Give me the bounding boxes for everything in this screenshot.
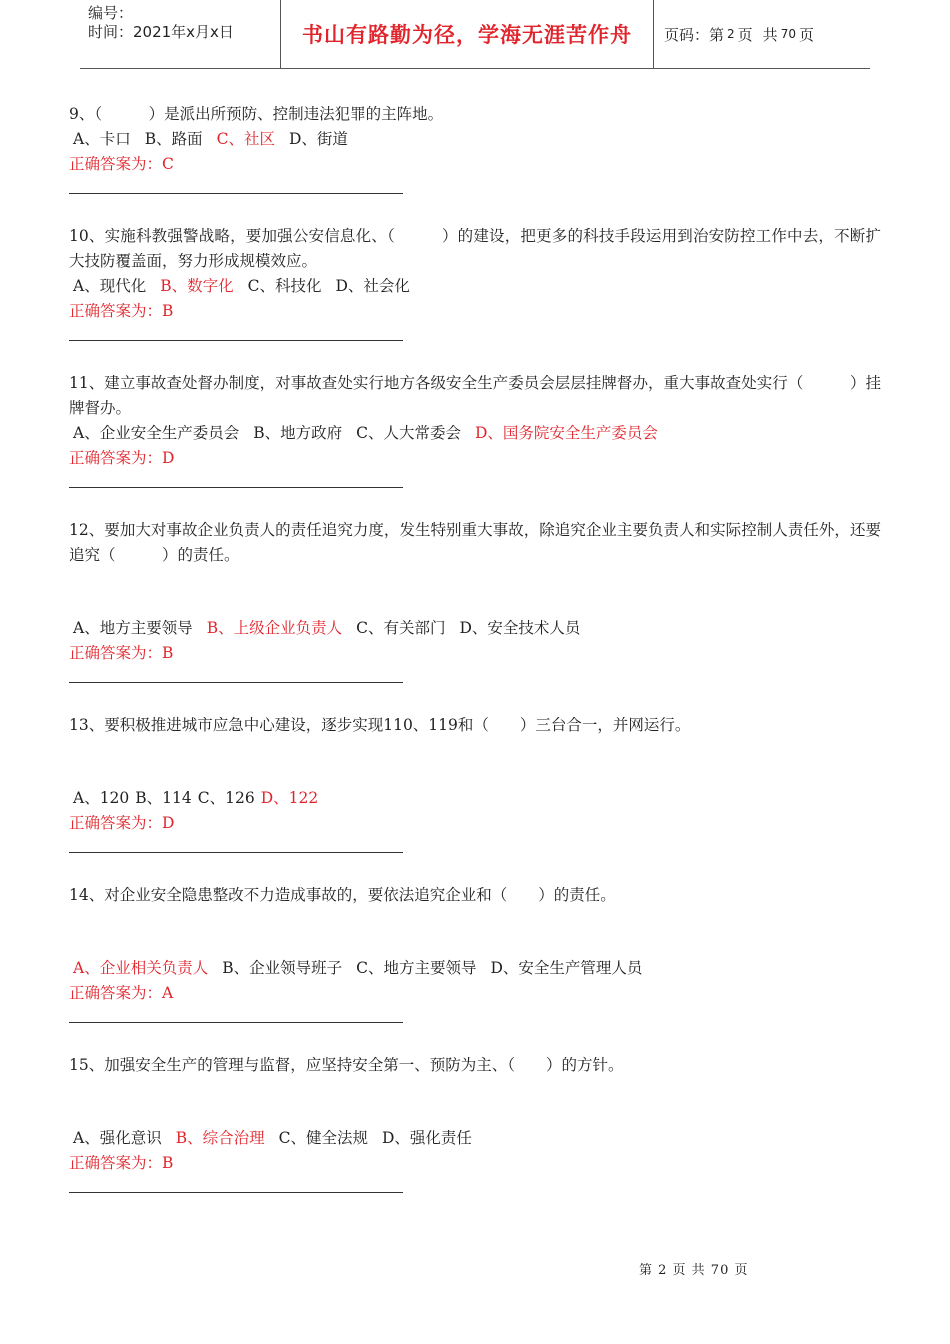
- option-b: B、114: [135, 789, 192, 807]
- question-item: [69, 713, 881, 853]
- option-b: B、企业领导班子: [222, 959, 343, 977]
- total-number: 70: [780, 27, 796, 41]
- answer-line: 正确答案为：B: [69, 302, 174, 320]
- option-a: A、120: [73, 789, 130, 807]
- header-motto: 书山有路勤为径，学海无涯苦作舟: [281, 0, 654, 68]
- total-prefix: 共: [762, 25, 778, 44]
- separator-line: [69, 1022, 403, 1023]
- option-a: A、企业安全生产委员会: [73, 424, 240, 442]
- question-item: [69, 371, 881, 488]
- question-options: [69, 956, 881, 981]
- question-stem: 12、要加大对事故企业负责人的责任追究力度，发生特别重大事故，除追究企业主要负责人和实际控制人责任外，还要追究（ ）的责任。: [69, 521, 881, 564]
- option-c: C、健全法规: [278, 1129, 368, 1147]
- header-meta: [80, 0, 281, 68]
- separator-line: [69, 1192, 403, 1193]
- answer-line: 正确答案为：D: [69, 814, 175, 832]
- question-options: [69, 616, 881, 641]
- separator-line: [69, 487, 403, 488]
- separator-line: [69, 340, 403, 341]
- question-stem: 13、要积极推进城市应急中心建设，逐步实现110、119和（ ）三台合一，并网运行。: [69, 716, 691, 734]
- answer-line: 正确答案为：D: [69, 449, 175, 467]
- option-b: B、数字化: [160, 277, 234, 295]
- separator-line: [69, 682, 403, 683]
- page-footer: 第 2 页 共 70 页: [639, 1263, 749, 1278]
- option-a: A、企业相关负责人: [73, 959, 209, 977]
- option-c: C、社区: [216, 130, 275, 148]
- question-item: [69, 224, 881, 341]
- option-d: D、国务院安全生产委员会: [474, 424, 658, 442]
- question-item: [69, 883, 881, 1023]
- option-c: C、126: [197, 789, 255, 807]
- answer-line: 正确答案为：A: [69, 984, 174, 1002]
- option-d: D、122: [260, 789, 319, 807]
- page-mid: 页: [737, 25, 753, 44]
- question-item: [69, 1053, 881, 1193]
- option-a: A、卡口: [73, 130, 131, 148]
- option-a: A、强化意识: [73, 1129, 162, 1147]
- page-prefix: 页码：第: [664, 25, 725, 44]
- question-options: [69, 786, 881, 811]
- time-label: 时间：2021年x月x日: [88, 23, 234, 41]
- option-d: D、强化责任: [381, 1129, 472, 1147]
- option-a: A、地方主要领导: [73, 619, 193, 637]
- question-stem: 15、加强安全生产的管理与监督，应坚持安全第一、预防为主、（ ）的方针。: [69, 1056, 624, 1074]
- option-d: D、安全技术人员: [459, 619, 581, 637]
- question-stem: 9、（ ）是派出所预防、控制违法犯罪的主阵地。: [69, 105, 444, 123]
- answer-line: 正确答案为：B: [69, 644, 174, 662]
- option-b: B、综合治理: [175, 1129, 265, 1147]
- question-options: [69, 127, 881, 152]
- option-d: D、安全生产管理人员: [490, 959, 643, 977]
- total-suffix: 页: [798, 25, 814, 44]
- page-number: 2: [727, 27, 735, 41]
- option-c: C、地方主要领导: [356, 959, 477, 977]
- question-list: [69, 100, 881, 1193]
- option-c: C、人大常委会: [356, 424, 461, 442]
- option-c: C、有关部门: [356, 619, 446, 637]
- answer-line: 正确答案为：C: [69, 155, 174, 173]
- header-page-info: [654, 0, 870, 68]
- question-item: [69, 102, 881, 194]
- option-d: D、社会化: [335, 277, 410, 295]
- question-options: [69, 421, 881, 446]
- option-a: A、现代化: [73, 277, 147, 295]
- option-b: B、地方政府: [253, 424, 343, 442]
- question-stem: 11、建立事故查处督办制度，对事故查处实行地方各级安全生产委员会层层挂牌督办，重大事故查处实行（ ）挂牌督办。: [69, 374, 881, 417]
- option-b: B、上级企业负责人: [206, 619, 343, 637]
- number-label: 编号：: [88, 4, 134, 22]
- option-c: C、科技化: [247, 277, 322, 295]
- option-b: B、路面: [144, 130, 203, 148]
- question-stem: 10、实施科教强警战略，要加强公安信息化、（ ）的建设，把更多的科技手段运用到治安防控工作中去，不断扩大技防覆盖面，努力形成规模效应。: [69, 227, 881, 270]
- separator-line: [69, 193, 403, 194]
- option-d: D、街道: [288, 130, 348, 148]
- page-header: [80, 0, 870, 69]
- answer-line: 正确答案为：B: [69, 1154, 174, 1172]
- separator-line: [69, 852, 403, 853]
- question-options: [69, 274, 881, 299]
- question-item: [69, 518, 881, 683]
- question-options: [69, 1126, 881, 1151]
- question-stem: 14、对企业安全隐患整改不力造成事故的，要依法追究企业和（ ）的责任。: [69, 886, 616, 904]
